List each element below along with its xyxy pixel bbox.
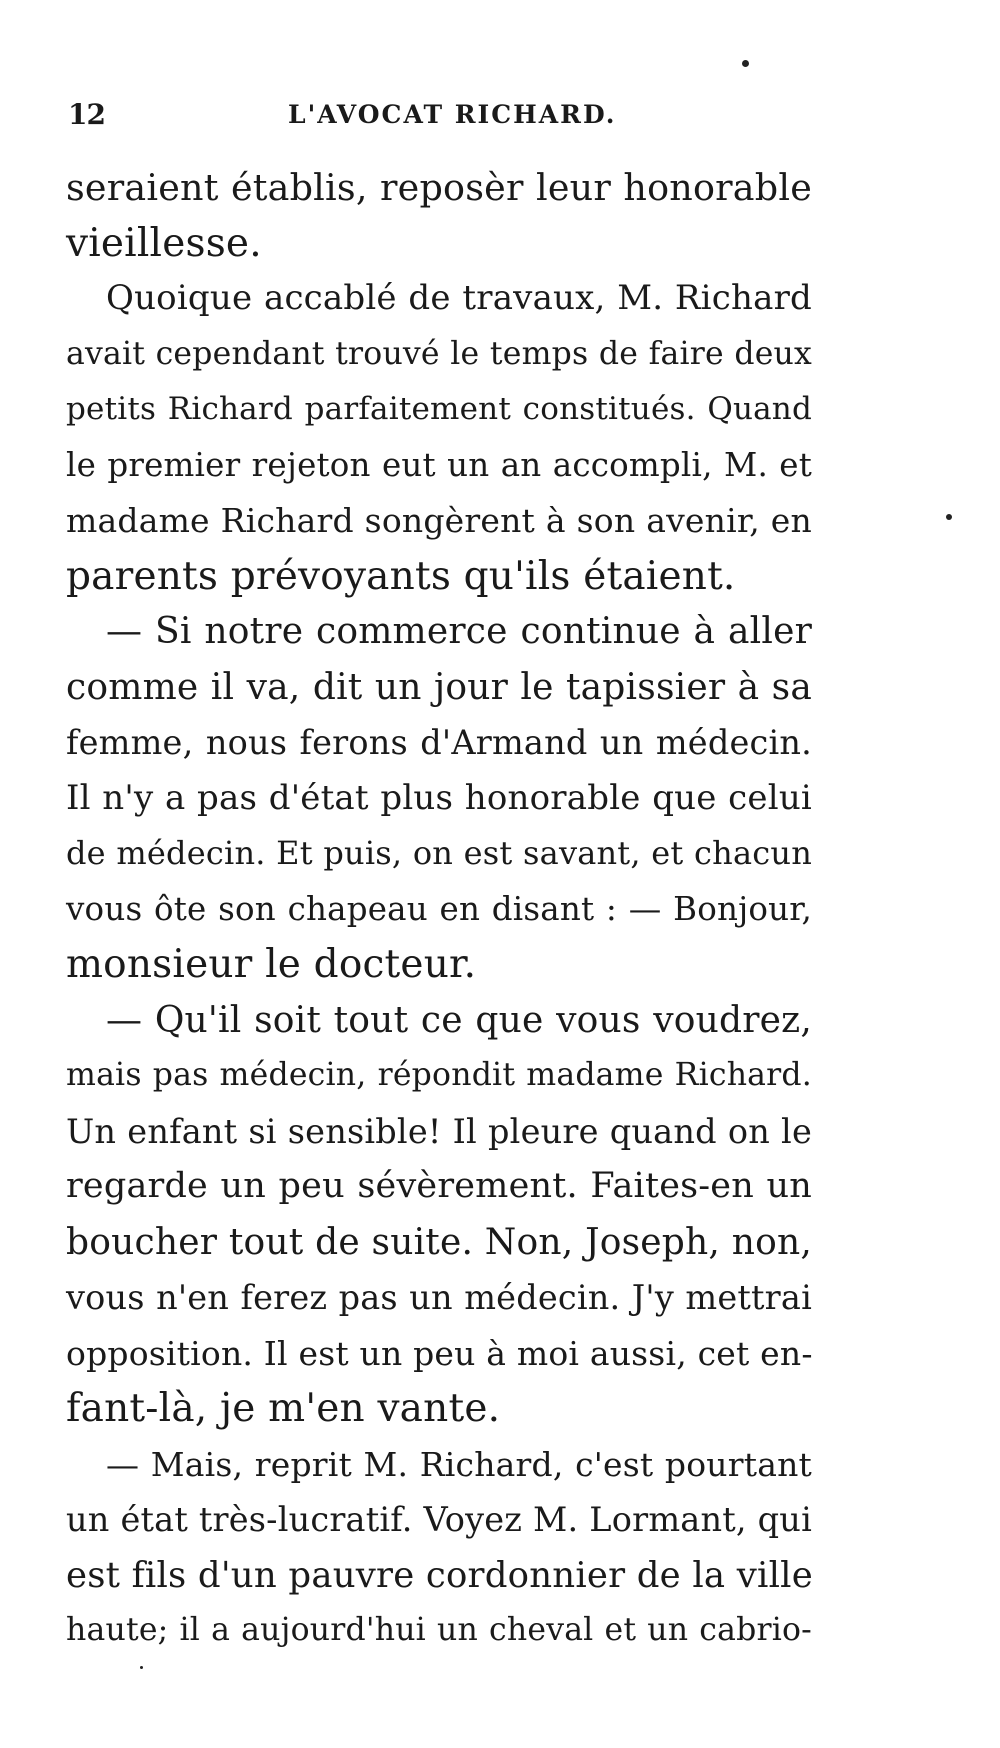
text-line: vous n'en ferez pas un médecin. J'y mettrai (66, 1278, 812, 1317)
text-line: — Qu'il soit tout ce que vous voudrez, (106, 999, 812, 1041)
paragraph (66, 604, 812, 993)
text-line: Quoique accablé de travaux, M. Richard (106, 278, 812, 318)
text-line: seraient établis, reposèr leur honorable (66, 166, 812, 209)
paragraph (66, 160, 812, 271)
text-line: boucher tout de suite. Non, Joseph, non, (66, 1221, 812, 1263)
text-line: vous ôte son chapeau en disant : — Bonjour, (66, 889, 812, 928)
text-line: monsieur le docteur. (66, 942, 477, 987)
text-line: de médecin. Et puis, on est savant, et chacun (66, 834, 812, 872)
paragraph (66, 993, 812, 1437)
text-line: regarde un peu sévèrement. Faites-en un (66, 1166, 812, 1206)
page-number: 12 (68, 98, 105, 131)
text-line: Il n'y a pas d'état plus honorable que celui (66, 777, 812, 818)
text-line: — Mais, reprit M. Richard, c'est pourtant (106, 1444, 812, 1484)
text-line: parents prévoyants qu'ils étaient. (66, 553, 736, 599)
text-line: opposition. Il est un peu à moi aussi, cet en- (66, 1333, 813, 1373)
text-line: comme il va, dit un jour le tapissier à sa (66, 666, 812, 708)
paragraph (66, 1437, 812, 1659)
text-line: femme, nous ferons d'Armand un médecin. (66, 723, 812, 762)
scan-speck (140, 1666, 143, 1669)
text-line: avait cependant trouvé le temps de faire deux (66, 335, 812, 372)
text-line: est fils d'un pauvre cordonnier de la ville (66, 1554, 813, 1596)
text-line: — Si notre commerce continue à aller (106, 611, 812, 652)
running-head (68, 98, 628, 138)
text-line: Un enfant si sensible! Il pleure quand on le (66, 1111, 812, 1151)
paragraph (66, 271, 812, 604)
text-line: haute; il a aujourd'hui un cheval et un cabrio- (66, 1612, 812, 1648)
text-line: le premier rejeton eut un an accompli, M. et (66, 445, 812, 484)
text-line: un état très-lucratif. Voyez M. Lormant, qui (66, 1500, 812, 1539)
scan-speck (742, 60, 749, 67)
body-text (66, 160, 812, 1659)
text-line: fant-là, je m'en vante. (66, 1386, 501, 1431)
text-line: mais pas médecin, répondit madame Richard. (66, 1057, 812, 1093)
text-line: madame Richard songèrent à son avenir, en (66, 501, 812, 540)
scan-speck (946, 514, 952, 520)
running-title: L'AVOCAT RICHARD. (288, 100, 617, 129)
text-line: vieillesse. (66, 220, 262, 266)
text-line: petits Richard parfaitement constitués. Quand (66, 391, 812, 427)
